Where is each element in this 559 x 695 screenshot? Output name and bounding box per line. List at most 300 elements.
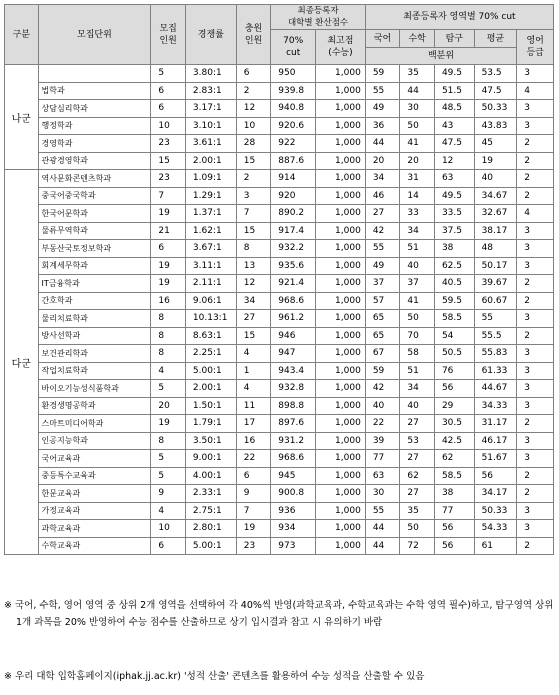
cell-inq: 56: [434, 537, 474, 555]
cell-max: 1,000: [316, 310, 366, 328]
cell-comp: 1.62:1: [185, 222, 236, 240]
cell-inq: 49.5: [434, 187, 474, 205]
cell-inq: 33.5: [434, 205, 474, 223]
cell-add: 10: [236, 117, 271, 135]
cell-avg: 55: [474, 310, 517, 328]
cell-eng: 2: [517, 327, 554, 345]
header-english: 영어 등급: [517, 30, 554, 65]
cell-kor: 63: [365, 467, 400, 485]
cell-unit: [38, 65, 151, 83]
cell-quota: 6: [151, 240, 186, 258]
table-row: [5, 65, 554, 83]
cell-avg: 55.83: [474, 345, 517, 363]
cell-comp: 3.11:1: [185, 257, 236, 275]
cell-quota: 8: [151, 327, 186, 345]
note-1: [4, 597, 555, 631]
cell-comp: 2.25:1: [185, 345, 236, 363]
cell-kor: 55: [365, 82, 400, 100]
cell-math: 34: [400, 222, 435, 240]
cell-quota: 5: [151, 65, 186, 83]
cell-cut: 939.8: [271, 82, 316, 100]
cell-comp: 3.80:1: [185, 65, 236, 83]
cell-unit: 방사선학과: [38, 327, 151, 345]
cell-cut: 950: [271, 65, 316, 83]
cell-quota: 6: [151, 100, 186, 118]
cell-add: 8: [236, 240, 271, 258]
header-group: 구분: [5, 5, 39, 65]
cell-unit: 물리치료학과: [38, 310, 151, 328]
cell-math: 51: [400, 240, 435, 258]
cell-add: 11: [236, 397, 271, 415]
cell-avg: 61: [474, 537, 517, 555]
cell-cut: 945: [271, 467, 316, 485]
cell-add: 15: [236, 152, 271, 170]
cell-unit: 경영학과: [38, 135, 151, 153]
cell-kor: 44: [365, 537, 400, 555]
cell-math: 40: [400, 397, 435, 415]
cell-inq: 37.5: [434, 222, 474, 240]
cell-add: 34: [236, 292, 271, 310]
table-body: [5, 65, 554, 555]
cell-cut: 934: [271, 520, 316, 538]
cell-add: 9: [236, 485, 271, 503]
cell-avg: 48: [474, 240, 517, 258]
cell-comp: 3.10:1: [185, 117, 236, 135]
cell-cut: 920: [271, 187, 316, 205]
cell-cut: 968.6: [271, 292, 316, 310]
cell-comp: 3.67:1: [185, 240, 236, 258]
cell-math: 27: [400, 485, 435, 503]
cell-comp: 1.29:1: [185, 187, 236, 205]
cell-inq: 49.5: [434, 65, 474, 83]
cell-quota: 20: [151, 397, 186, 415]
cell-cut: 898.8: [271, 397, 316, 415]
cell-add: 6: [236, 65, 271, 83]
cell-eng: 3: [517, 240, 554, 258]
cell-comp: 2.00:1: [185, 380, 236, 398]
cell-math: 20: [400, 152, 435, 170]
cell-cut: 968.6: [271, 450, 316, 468]
cell-max: 1,000: [316, 135, 366, 153]
cell-eng: 3: [517, 432, 554, 450]
cell-comp: 2.33:1: [185, 485, 236, 503]
cell-kor: 22: [365, 415, 400, 433]
cell-quota: 4: [151, 362, 186, 380]
cell-kor: 77: [365, 450, 400, 468]
cell-kor: 49: [365, 257, 400, 275]
cell-eng: 2: [517, 187, 554, 205]
header-unit: 모집단위: [38, 5, 151, 65]
cell-math: 53: [400, 432, 435, 450]
cell-unit: IT금융학과: [38, 275, 151, 293]
cell-math: 50: [400, 117, 435, 135]
cell-math: 34: [400, 380, 435, 398]
cell-inq: 38: [434, 240, 474, 258]
cell-math: 27: [400, 415, 435, 433]
cell-max: 1,000: [316, 345, 366, 363]
cell-cut: 920.6: [271, 117, 316, 135]
cell-inq: 51.5: [434, 82, 474, 100]
cell-unit: 스마트미디어학과: [38, 415, 151, 433]
cell-max: 1,000: [316, 415, 366, 433]
cell-inq: 77: [434, 502, 474, 520]
cell-inq: 59.5: [434, 292, 474, 310]
cell-inq: 56: [434, 380, 474, 398]
cell-comp: 3.50:1: [185, 432, 236, 450]
cell-cut: 932.2: [271, 240, 316, 258]
cell-add: 19: [236, 520, 271, 538]
table-row: [5, 397, 554, 415]
cell-avg: 32.67: [474, 205, 517, 223]
cell-max: 1,000: [316, 467, 366, 485]
cell-kor: 44: [365, 520, 400, 538]
cell-unit: 중국어중국학과: [38, 187, 151, 205]
cell-add: 17: [236, 415, 271, 433]
cell-quota: 8: [151, 345, 186, 363]
cell-max: 1,000: [316, 187, 366, 205]
cell-eng: 3: [517, 65, 554, 83]
cell-avg: 43.83: [474, 117, 517, 135]
table-row: [5, 362, 554, 380]
cell-math: 35: [400, 65, 435, 83]
cell-eng: 2: [517, 152, 554, 170]
cell-unit: 간호학과: [38, 292, 151, 310]
group-label: 나군: [5, 65, 39, 170]
cell-cut: 943.4: [271, 362, 316, 380]
cell-kor: 30: [365, 485, 400, 503]
cell-kor: 46: [365, 187, 400, 205]
cell-kor: 55: [365, 502, 400, 520]
header-inquiry: 탐구: [434, 30, 474, 48]
header-area-cut: 최종등록자 영역별 70% cut: [365, 5, 553, 30]
table-row: [5, 82, 554, 100]
cell-quota: 19: [151, 205, 186, 223]
table-row: [5, 275, 554, 293]
cell-max: 1,000: [316, 327, 366, 345]
cell-math: 40: [400, 257, 435, 275]
cell-add: 22: [236, 450, 271, 468]
header-additional: 충원 인원: [236, 5, 271, 65]
cell-unit: 법학과: [38, 82, 151, 100]
cell-inq: 48.5: [434, 100, 474, 118]
cell-inq: 38: [434, 485, 474, 503]
cell-math: 41: [400, 135, 435, 153]
cell-avg: 51.67: [474, 450, 517, 468]
cell-quota: 5: [151, 450, 186, 468]
cell-add: 23: [236, 537, 271, 555]
table-row: [5, 152, 554, 170]
cell-cut: 936: [271, 502, 316, 520]
table-row: [5, 100, 554, 118]
cell-unit: 행정학과: [38, 117, 151, 135]
cell-comp: 5.00:1: [185, 362, 236, 380]
cell-avg: 40: [474, 170, 517, 188]
cell-quota: 23: [151, 170, 186, 188]
cell-max: 1,000: [316, 82, 366, 100]
cell-kor: 36: [365, 117, 400, 135]
cell-eng: 4: [517, 205, 554, 223]
cell-inq: 12: [434, 152, 474, 170]
cell-math: 41: [400, 292, 435, 310]
table-row: [5, 380, 554, 398]
cell-cut: 887.6: [271, 152, 316, 170]
cell-add: 6: [236, 467, 271, 485]
cell-comp: 5.00:1: [185, 537, 236, 555]
cell-avg: 54.33: [474, 520, 517, 538]
table-row: [5, 117, 554, 135]
cell-cut: 946: [271, 327, 316, 345]
cell-add: 27: [236, 310, 271, 328]
cell-math: 62: [400, 467, 435, 485]
cell-unit: 인공지능학과: [38, 432, 151, 450]
cell-kor: 42: [365, 222, 400, 240]
cell-cut: 947: [271, 345, 316, 363]
cell-max: 1,000: [316, 397, 366, 415]
cell-inq: 47.5: [434, 135, 474, 153]
cell-eng: 2: [517, 485, 554, 503]
cell-kor: 37: [365, 275, 400, 293]
cell-max: 1,000: [316, 520, 366, 538]
cell-eng: 2: [517, 537, 554, 555]
cell-eng: 3: [517, 450, 554, 468]
cell-math: 30: [400, 100, 435, 118]
cell-avg: 19: [474, 152, 517, 170]
cell-eng: 3: [517, 222, 554, 240]
cell-inq: 76: [434, 362, 474, 380]
cell-comp: 1.79:1: [185, 415, 236, 433]
table-row: [5, 187, 554, 205]
cell-unit: 가정교육과: [38, 502, 151, 520]
cell-quota: 10: [151, 520, 186, 538]
cell-eng: 3: [517, 100, 554, 118]
cell-math: 50: [400, 520, 435, 538]
cell-kor: 40: [365, 397, 400, 415]
table-row: [5, 345, 554, 363]
cell-comp: 2.75:1: [185, 502, 236, 520]
cell-max: 1,000: [316, 65, 366, 83]
header-final-score: 최종등록자 대학별 환산점수: [271, 5, 366, 30]
cell-max: 1,000: [316, 292, 366, 310]
cell-avg: 50.33: [474, 502, 517, 520]
admission-results: [4, 4, 554, 555]
cell-kor: 44: [365, 135, 400, 153]
cell-math: 35: [400, 502, 435, 520]
table-row: [5, 257, 554, 275]
cell-quota: 19: [151, 257, 186, 275]
cell-math: 72: [400, 537, 435, 555]
cell-math: 37: [400, 275, 435, 293]
cell-comp: 4.00:1: [185, 467, 236, 485]
cell-math: 50: [400, 310, 435, 328]
cell-unit: 부동산국토정보학과: [38, 240, 151, 258]
cell-eng: 3: [517, 397, 554, 415]
cell-max: 1,000: [316, 450, 366, 468]
cell-unit: 바이오기능성식품학과: [38, 380, 151, 398]
cell-kor: 34: [365, 170, 400, 188]
cell-inq: 40.5: [434, 275, 474, 293]
results-table: [4, 4, 554, 555]
cell-quota: 21: [151, 222, 186, 240]
cell-unit: 한문교육과: [38, 485, 151, 503]
cell-comp: 1.09:1: [185, 170, 236, 188]
cell-max: 1,000: [316, 222, 366, 240]
cell-math: 33: [400, 205, 435, 223]
cell-kor: 65: [365, 310, 400, 328]
cell-math: 27: [400, 450, 435, 468]
cell-avg: 47.5: [474, 82, 517, 100]
cell-avg: 56: [474, 467, 517, 485]
note-text-2: ※ 우리 대학 입학홈페이지(iphak.jj.ac.kr) '성적 산출' 콘텐츠를 활용하여 수능 성적을 산출할 수 있음: [4, 671, 425, 682]
cell-quota: 6: [151, 82, 186, 100]
cell-comp: 9.00:1: [185, 450, 236, 468]
cell-unit: 중등특수교육과: [38, 467, 151, 485]
cell-avg: 34.67: [474, 187, 517, 205]
cell-kor: 59: [365, 65, 400, 83]
table-row: [5, 432, 554, 450]
cell-unit: 상담심리학과: [38, 100, 151, 118]
cell-eng: 2: [517, 135, 554, 153]
cell-avg: 50.17: [474, 257, 517, 275]
cell-max: 1,000: [316, 432, 366, 450]
cell-eng: 3: [517, 362, 554, 380]
cell-eng: 3: [517, 380, 554, 398]
cell-eng: 3: [517, 117, 554, 135]
cell-kor: 57: [365, 292, 400, 310]
table-row: [5, 502, 554, 520]
table-row: [5, 310, 554, 328]
cell-max: 1,000: [316, 257, 366, 275]
cell-quota: 10: [151, 117, 186, 135]
cell-math: 14: [400, 187, 435, 205]
header-percentile: 백분위: [365, 48, 516, 65]
header-average: 평균: [474, 30, 517, 48]
cell-cut: 921.4: [271, 275, 316, 293]
cell-inq: 29: [434, 397, 474, 415]
cell-cut: 917.4: [271, 222, 316, 240]
cell-cut: 922: [271, 135, 316, 153]
cell-kor: 67: [365, 345, 400, 363]
cell-quota: 5: [151, 380, 186, 398]
table-row: [5, 240, 554, 258]
cell-add: 12: [236, 275, 271, 293]
cell-eng: 3: [517, 502, 554, 520]
note-2: [4, 668, 555, 685]
table-row: [5, 537, 554, 555]
cell-quota: 19: [151, 275, 186, 293]
cell-quota: 9: [151, 485, 186, 503]
cell-quota: 19: [151, 415, 186, 433]
cell-eng: 2: [517, 292, 554, 310]
cell-cut: 932.8: [271, 380, 316, 398]
cell-add: 16: [236, 432, 271, 450]
cell-max: 1,000: [316, 152, 366, 170]
cell-math: 31: [400, 170, 435, 188]
cell-quota: 7: [151, 187, 186, 205]
cell-comp: 1.37:1: [185, 205, 236, 223]
cell-comp: 2.83:1: [185, 82, 236, 100]
table-row: [5, 327, 554, 345]
cell-avg: 34.17: [474, 485, 517, 503]
cell-avg: 61.33: [474, 362, 517, 380]
cell-comp: 2.11:1: [185, 275, 236, 293]
cell-add: 28: [236, 135, 271, 153]
cell-max: 1,000: [316, 100, 366, 118]
cell-max: 1,000: [316, 117, 366, 135]
cell-unit: 한국어문학과: [38, 205, 151, 223]
cell-quota: 8: [151, 310, 186, 328]
header-math: 수학: [400, 30, 435, 48]
cell-max: 1,000: [316, 275, 366, 293]
cell-kor: 20: [365, 152, 400, 170]
cell-unit: 수학교육과: [38, 537, 151, 555]
cell-add: 15: [236, 222, 271, 240]
cell-unit: 국어교육과: [38, 450, 151, 468]
cell-unit: 역사문화콘텐츠학과: [38, 170, 151, 188]
cell-cut: 900.8: [271, 485, 316, 503]
table-row: [5, 170, 554, 188]
cell-unit: 관광경영학과: [38, 152, 151, 170]
cell-quota: 8: [151, 432, 186, 450]
cell-max: 1,000: [316, 502, 366, 520]
cell-add: 15: [236, 327, 271, 345]
cell-max: 1,000: [316, 170, 366, 188]
table-row: [5, 450, 554, 468]
cell-inq: 42.5: [434, 432, 474, 450]
header-quota: 모집 인원: [151, 5, 186, 65]
cell-inq: 58.5: [434, 467, 474, 485]
table-row: [5, 135, 554, 153]
cell-kor: 55: [365, 240, 400, 258]
cell-avg: 34.33: [474, 397, 517, 415]
cell-avg: 60.67: [474, 292, 517, 310]
cell-unit: 보건관리학과: [38, 345, 151, 363]
cell-unit: 작업치료학과: [38, 362, 151, 380]
table-header: [5, 5, 554, 65]
cell-comp: 3.17:1: [185, 100, 236, 118]
cell-comp: 10.13:1: [185, 310, 236, 328]
cell-cut: 973: [271, 537, 316, 555]
cell-kor: 59: [365, 362, 400, 380]
cell-quota: 5: [151, 467, 186, 485]
cell-max: 1,000: [316, 362, 366, 380]
cell-unit: 환경생명공학과: [38, 397, 151, 415]
cell-eng: 4: [517, 82, 554, 100]
cell-max: 1,000: [316, 240, 366, 258]
cell-add: 1: [236, 362, 271, 380]
cell-max: 1,000: [316, 537, 366, 555]
cell-quota: 15: [151, 152, 186, 170]
cell-avg: 53.5: [474, 65, 517, 83]
cell-eng: 2: [517, 275, 554, 293]
cell-cut: 914: [271, 170, 316, 188]
cell-avg: 44.67: [474, 380, 517, 398]
cell-max: 1,000: [316, 380, 366, 398]
cell-cut: 931.2: [271, 432, 316, 450]
cell-cut: 890.2: [271, 205, 316, 223]
cell-kor: 39: [365, 432, 400, 450]
cell-inq: 62: [434, 450, 474, 468]
cell-eng: 3: [517, 345, 554, 363]
cell-inq: 43: [434, 117, 474, 135]
cell-add: 12: [236, 100, 271, 118]
cell-max: 1,000: [316, 485, 366, 503]
cell-inq: 30.5: [434, 415, 474, 433]
table-row: [5, 467, 554, 485]
cell-math: 51: [400, 362, 435, 380]
table-row: [5, 205, 554, 223]
cell-cut: 940.8: [271, 100, 316, 118]
cell-avg: 31.17: [474, 415, 517, 433]
